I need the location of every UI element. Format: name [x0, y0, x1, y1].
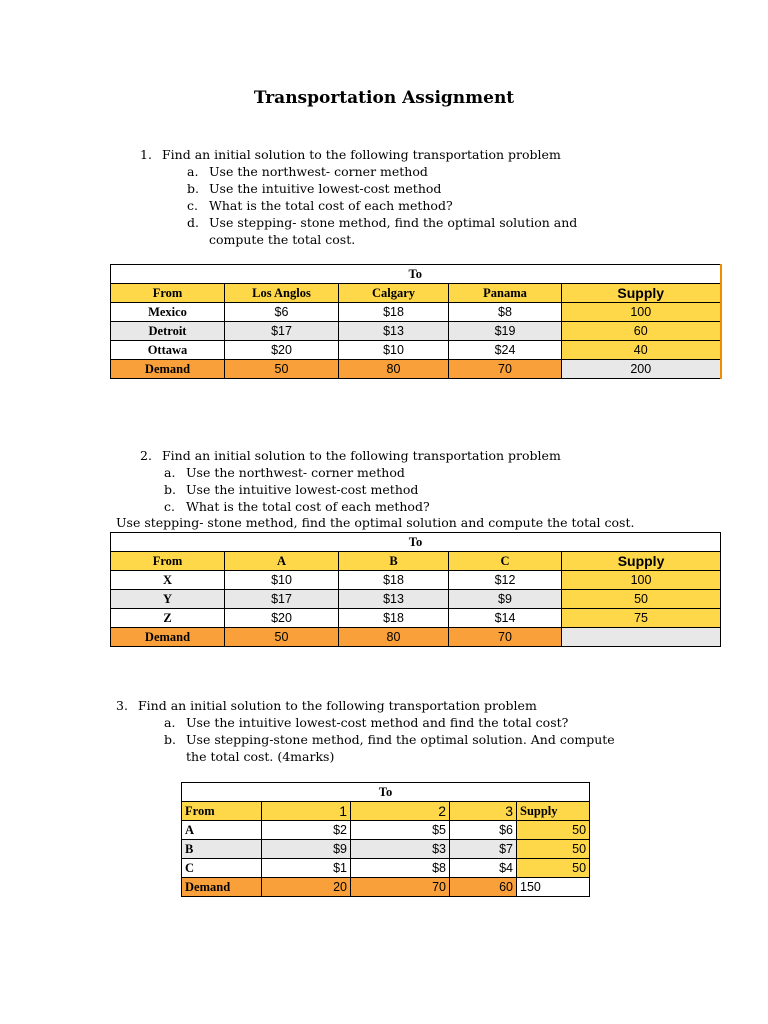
header-dest: 2	[351, 802, 450, 821]
question-number: 3.	[116, 698, 128, 713]
table-row: A $2 $5 $6 50	[182, 821, 590, 840]
list-item: a. Use the intuitive lowest-cost method and find the total cost?	[164, 715, 569, 730]
list-item: c. What is the total cost of each method?	[164, 499, 430, 514]
list-item: b. Use the intuitive lowest-cost method	[164, 482, 419, 497]
list-item-continuation: compute the total cost.	[209, 232, 356, 247]
header-supply: Supply	[562, 284, 721, 303]
to-label: To	[111, 533, 721, 552]
question-number: 2.	[140, 448, 152, 463]
header-from: From	[111, 552, 225, 571]
header-dest: 1	[262, 802, 351, 821]
question-text: Find an initial solution to the following transportation problem	[162, 448, 561, 463]
header-from: From	[182, 802, 262, 821]
question-text: Find an initial solution to the following transportation problem	[138, 698, 537, 713]
table-row: Detroit $17 $13 $19 60	[111, 322, 721, 341]
table-row: Y $17 $13 $9 50	[111, 590, 721, 609]
table-row: Ottawa $20 $10 $24 40	[111, 341, 721, 360]
table-row: Mexico $6 $18 $8 100	[111, 303, 721, 322]
list-item-continuation: the total cost. (4marks)	[186, 749, 335, 764]
header-dest: Panama	[449, 284, 562, 303]
header-dest: B	[339, 552, 449, 571]
header-dest: A	[225, 552, 339, 571]
to-label: To	[182, 783, 590, 802]
header-from: From	[111, 284, 225, 303]
list-item: a. Use the northwest- corner method	[187, 164, 428, 179]
header-supply: Supply	[517, 802, 590, 821]
demand-row: Demand 50 80 70 200	[111, 360, 721, 379]
list-item: b. Use stepping-stone method, find the optimal solution. And compute	[164, 732, 615, 747]
header-dest: Los Anglos	[225, 284, 339, 303]
list-item: b. Use the intuitive lowest-cost method	[187, 181, 442, 196]
header-dest: C	[449, 552, 562, 571]
header-supply: Supply	[562, 552, 721, 571]
table-row: B $9 $3 $7 50	[182, 840, 590, 859]
to-label: To	[111, 265, 721, 284]
header-dest: Calgary	[339, 284, 449, 303]
question-2	[140, 447, 561, 515]
question-number: 1.	[140, 147, 152, 162]
list-item: a. Use the northwest- corner method	[164, 465, 405, 480]
header-dest: 3	[450, 802, 517, 821]
transport-table-2	[110, 532, 721, 647]
demand-row: Demand 50 80 70	[111, 628, 721, 647]
question-1	[140, 146, 577, 248]
question-2-extra: Use stepping- stone method, find the optimal solution and compute the total cost.	[116, 515, 635, 530]
question-text: Find an initial solution to the following transportation problem	[162, 147, 561, 162]
question-3	[116, 697, 615, 765]
demand-row: Demand 20 70 60 150	[182, 878, 590, 897]
page-title: Transportation Assignment	[253, 88, 515, 108]
list-item: c. What is the total cost of each method?	[187, 198, 453, 213]
table-row: C $1 $8 $4 50	[182, 859, 590, 878]
table-row: X $10 $18 $12 100	[111, 571, 721, 590]
table-row: Z $20 $18 $14 75	[111, 609, 721, 628]
transport-table-1	[110, 264, 722, 379]
transport-table-3	[181, 782, 590, 897]
list-item: d. Use stepping- stone method, find the optimal solution and	[187, 215, 578, 230]
